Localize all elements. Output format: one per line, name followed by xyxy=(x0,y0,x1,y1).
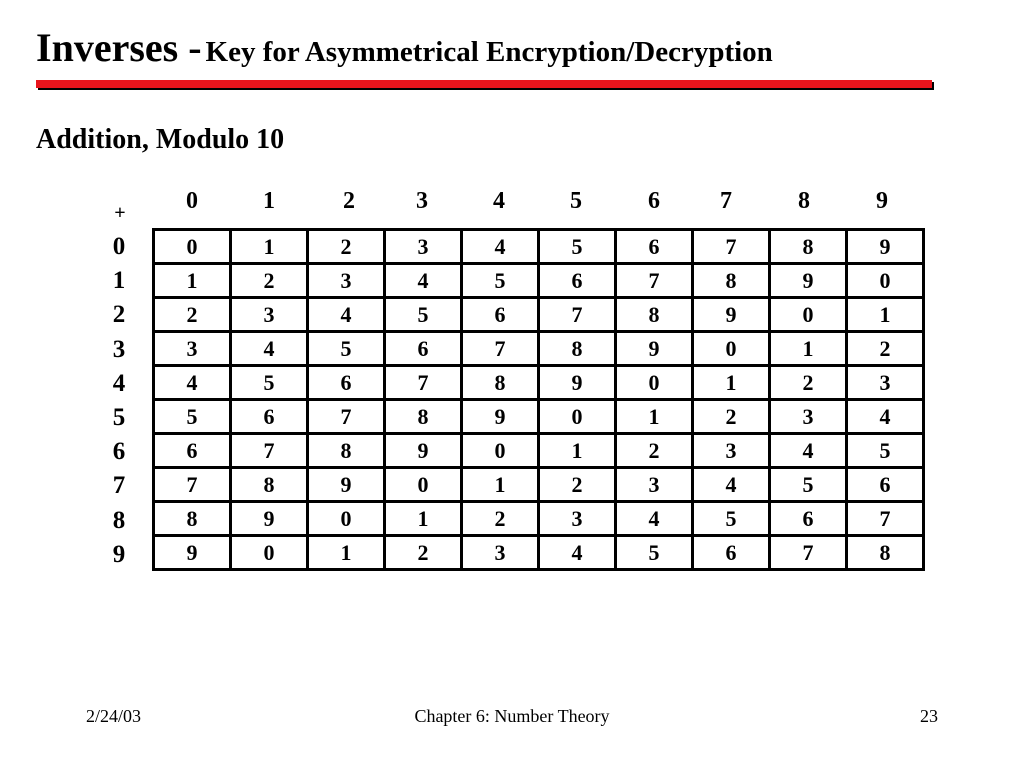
table-cell: 7 xyxy=(308,400,385,434)
table-cell: 1 xyxy=(231,230,308,264)
slide-title-main: Inverses - xyxy=(36,25,202,70)
table-row xyxy=(154,230,924,264)
table-cell: 4 xyxy=(693,468,770,502)
table-row xyxy=(154,468,924,502)
table-cell: 3 xyxy=(462,536,539,570)
table-cell: 8 xyxy=(462,366,539,400)
column-header: 2 xyxy=(343,188,355,214)
table-cell: 5 xyxy=(462,264,539,298)
table-cell: 2 xyxy=(539,468,616,502)
footer-chapter: Chapter 6: Number Theory xyxy=(414,706,610,726)
row-header: 6 xyxy=(112,438,126,466)
table-cell: 7 xyxy=(154,468,231,502)
table-cell: 1 xyxy=(385,502,462,536)
table-cell: 6 xyxy=(770,502,847,536)
table-cell: 3 xyxy=(308,264,385,298)
column-headers xyxy=(154,188,924,220)
table-cell: 0 xyxy=(693,332,770,366)
table-cell: 1 xyxy=(308,536,385,570)
table-row xyxy=(154,298,924,332)
table-cell: 2 xyxy=(693,400,770,434)
table-row xyxy=(154,434,924,468)
table-cell: 7 xyxy=(462,332,539,366)
column-header: 5 xyxy=(570,188,582,214)
table-cell: 1 xyxy=(539,434,616,468)
table-cell: 5 xyxy=(616,536,693,570)
table-cell: 2 xyxy=(770,366,847,400)
table-cell: 6 xyxy=(308,366,385,400)
table-cell: 7 xyxy=(616,264,693,298)
table-cell: 4 xyxy=(154,366,231,400)
table-cell: 3 xyxy=(770,400,847,434)
table-cell: 4 xyxy=(462,230,539,264)
row-header: 8 xyxy=(112,506,126,534)
table-cell: 9 xyxy=(693,298,770,332)
table-cell: 0 xyxy=(154,230,231,264)
table-cell: 7 xyxy=(231,434,308,468)
table-cell: 3 xyxy=(154,332,231,366)
table-row xyxy=(154,366,924,400)
table-cell: 0 xyxy=(616,366,693,400)
title-underline xyxy=(36,80,932,88)
column-header: 7 xyxy=(720,188,732,214)
table-cell: 5 xyxy=(693,502,770,536)
table-cell: 7 xyxy=(385,366,462,400)
table-cell: 6 xyxy=(539,264,616,298)
table-cell: 2 xyxy=(308,230,385,264)
table-cell: 8 xyxy=(231,468,308,502)
table-cell: 7 xyxy=(770,536,847,570)
table-cell: 9 xyxy=(539,366,616,400)
table-cell: 1 xyxy=(462,468,539,502)
table-cell: 1 xyxy=(847,298,924,332)
table-cell: 1 xyxy=(693,366,770,400)
row-header: 5 xyxy=(112,403,126,431)
table-cell: 0 xyxy=(770,298,847,332)
row-header: 0 xyxy=(112,233,126,260)
table-cell: 3 xyxy=(616,468,693,502)
table-cell: 3 xyxy=(385,230,462,264)
table-cell: 4 xyxy=(385,264,462,298)
table-row xyxy=(154,536,924,570)
table-cell: 8 xyxy=(539,332,616,366)
table-cell: 2 xyxy=(231,264,308,298)
footer-page-number: 23 xyxy=(920,706,938,726)
row-header: 4 xyxy=(112,369,126,397)
table-cell: 8 xyxy=(693,264,770,298)
table-cell: 4 xyxy=(308,298,385,332)
table-cell: 7 xyxy=(847,502,924,536)
table-row xyxy=(154,332,924,366)
column-header: 4 xyxy=(493,188,505,214)
table-cell: 5 xyxy=(539,230,616,264)
table-cell: 3 xyxy=(231,298,308,332)
table-cell: 8 xyxy=(308,434,385,468)
table-cell: 0 xyxy=(462,434,539,468)
table-cell: 8 xyxy=(154,502,231,536)
table-cell: 5 xyxy=(847,434,924,468)
table-cell: 4 xyxy=(770,434,847,468)
table-cell: 8 xyxy=(770,230,847,264)
table-cell: 6 xyxy=(847,468,924,502)
table-cell: 9 xyxy=(462,400,539,434)
operator-symbol: + xyxy=(114,202,126,224)
column-header: 6 xyxy=(648,188,660,214)
column-header: 8 xyxy=(798,188,810,214)
table-cell: 6 xyxy=(462,298,539,332)
column-header: 0 xyxy=(186,188,198,214)
table-cell: 3 xyxy=(693,434,770,468)
table-cell: 6 xyxy=(154,434,231,468)
table-cell: 0 xyxy=(385,468,462,502)
table-cell: 7 xyxy=(693,230,770,264)
table-cell: 2 xyxy=(847,332,924,366)
row-header: 7 xyxy=(112,472,126,500)
table-row xyxy=(154,264,924,298)
row-headers xyxy=(104,230,134,572)
table-cell: 2 xyxy=(462,502,539,536)
table-cell: 2 xyxy=(616,434,693,468)
table-cell: 6 xyxy=(693,536,770,570)
table-cell: 9 xyxy=(847,230,924,264)
column-header: 3 xyxy=(416,188,428,214)
table-cell: 1 xyxy=(154,264,231,298)
table-cell: 1 xyxy=(616,400,693,434)
table-cell: 5 xyxy=(231,366,308,400)
table-cell: 6 xyxy=(616,230,693,264)
table-cell: 6 xyxy=(385,332,462,366)
table-cell: 0 xyxy=(847,264,924,298)
column-header: 1 xyxy=(263,188,275,214)
table-cell: 4 xyxy=(847,400,924,434)
table-cell: 8 xyxy=(847,536,924,570)
footer-date: 2/24/03 xyxy=(86,706,142,726)
table-cell: 9 xyxy=(308,468,385,502)
table-cell: 6 xyxy=(231,400,308,434)
table-cell: 8 xyxy=(616,298,693,332)
table-cell: 0 xyxy=(308,502,385,536)
table-cell: 4 xyxy=(231,332,308,366)
table-row xyxy=(154,400,924,434)
row-header: 1 xyxy=(112,267,126,295)
table-cell: 5 xyxy=(308,332,385,366)
addition-table xyxy=(152,228,925,571)
slide-title-sub: Key for Asymmetrical Encryption/Decryption xyxy=(205,36,773,68)
slide-subtitle: Addition, Modulo 10 xyxy=(36,124,285,155)
table-cell: 3 xyxy=(847,366,924,400)
slide-title xyxy=(36,24,773,71)
table-cell: 2 xyxy=(154,298,231,332)
table-cell: 5 xyxy=(154,400,231,434)
table-cell: 8 xyxy=(385,400,462,434)
table-cell: 9 xyxy=(770,264,847,298)
table-cell: 1 xyxy=(770,332,847,366)
table-cell: 9 xyxy=(385,434,462,468)
table-cell: 9 xyxy=(231,502,308,536)
table-cell: 4 xyxy=(539,536,616,570)
table-cell: 3 xyxy=(539,502,616,536)
row-header: 9 xyxy=(112,540,126,568)
table-cell: 2 xyxy=(385,536,462,570)
table-row xyxy=(154,502,924,536)
row-header: 3 xyxy=(112,335,126,363)
row-header: 2 xyxy=(112,301,126,329)
table-cell: 7 xyxy=(539,298,616,332)
table-cell: 5 xyxy=(385,298,462,332)
table-cell: 9 xyxy=(616,332,693,366)
column-header: 9 xyxy=(876,188,888,214)
table-cell: 0 xyxy=(231,536,308,570)
table-cell: 4 xyxy=(616,502,693,536)
table-cell: 9 xyxy=(154,536,231,570)
table-cell: 0 xyxy=(539,400,616,434)
table-cell: 5 xyxy=(770,468,847,502)
